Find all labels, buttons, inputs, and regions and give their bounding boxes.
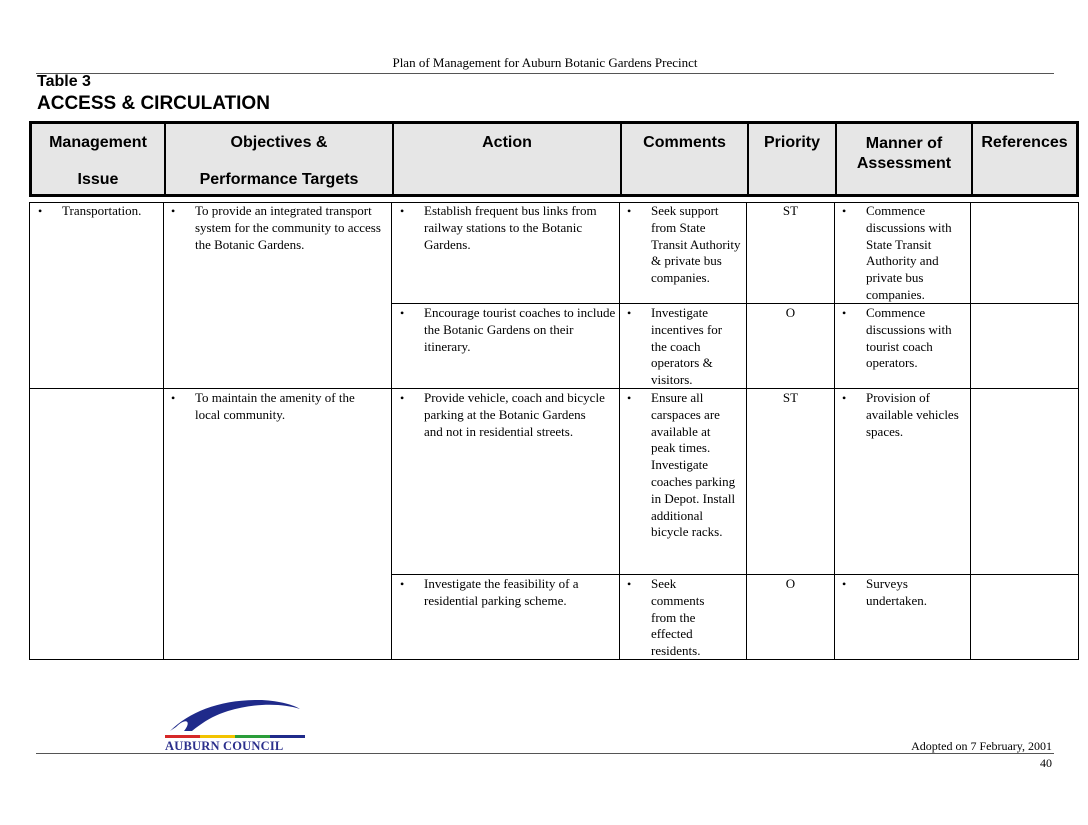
column-header-objectives: [166, 124, 394, 194]
header-action: Action: [482, 134, 532, 151]
header-objectives-line2: Performance Targets: [199, 171, 359, 188]
logo-text: AUBURN COUNCIL: [165, 739, 284, 753]
header-objectives-line1: Objectives &: [230, 134, 328, 151]
row4-priority: O: [785, 576, 796, 591]
row3-action: • Provide vehicle, coach and bicycle parking at the Botanic Gardens and not in residential streets.: [424, 390, 606, 440]
column-header-references: [973, 124, 1076, 194]
column-header-management-issue: [32, 124, 166, 194]
header-priority: Priority: [763, 134, 820, 151]
row1-priority: ST: [782, 203, 799, 218]
table-header-row: [29, 121, 1079, 197]
logo-color-bar: [165, 735, 305, 738]
row1-action: • Establish frequent bus links from railway stations to the Botanic Gardens.: [424, 203, 616, 253]
header-comments: Comments: [643, 134, 726, 151]
column-header-priority: [749, 124, 837, 194]
column-header-comments: [622, 124, 749, 194]
logo-swoosh-icon: [170, 700, 300, 731]
row1-issue: • Transportation.: [62, 203, 158, 220]
row3-comments: • Ensure all carspaces are available at peak times. Investigate coaches parking in Depot. Install additional bicycle racks.: [651, 390, 737, 541]
row1-comments: • Seek support from State Transit Authority & private bus companies.: [651, 203, 741, 287]
row2-priority: O: [785, 305, 796, 320]
row4-action: • Investigate the feasibility of a residential parking scheme.: [424, 576, 606, 610]
row1-objective: • To provide an integrated transport system for the community to access the Botanic Gardens.: [195, 203, 381, 253]
footer-rule: [36, 753, 1054, 754]
header-management-line1: Management: [49, 134, 147, 151]
column-header-action: [394, 124, 622, 194]
row2-assessment: • Commence discussions with tourist coach operators.: [866, 305, 966, 372]
row2-action: • Encourage tourist coaches to include the Botanic Gardens on their itinerary.: [424, 305, 616, 355]
row3-priority: ST: [782, 390, 799, 405]
header-references: References: [981, 134, 1068, 151]
table-number: Table 3: [37, 73, 91, 90]
running-header: Plan of Management for Auburn Botanic Gardens Precinct: [36, 55, 1054, 74]
column-header-manner-of-assessment: [837, 124, 973, 194]
row3-objective: • To maintain the amenity of the local community.: [195, 390, 381, 424]
row3-assessment: • Provision of available vehicles spaces.: [866, 390, 966, 440]
adopted-date: Adopted on 7 February, 2001: [911, 739, 1052, 753]
row4-assessment: • Surveys undertaken.: [866, 576, 966, 610]
row1-assessment: • Commence discussions with State Transit Authority and private bus companies.: [866, 203, 966, 304]
row4-comments: • Seek comments from the effected residents.: [651, 576, 731, 660]
header-management-line2: Issue: [77, 171, 119, 188]
row2-comments: • Investigate incentives for the coach operators & visitors.: [651, 305, 735, 389]
page-number: 40: [1040, 756, 1052, 770]
table-title: ACCESS & CIRCULATION: [37, 93, 270, 114]
header-manner: Manner of Assessment: [856, 135, 952, 172]
